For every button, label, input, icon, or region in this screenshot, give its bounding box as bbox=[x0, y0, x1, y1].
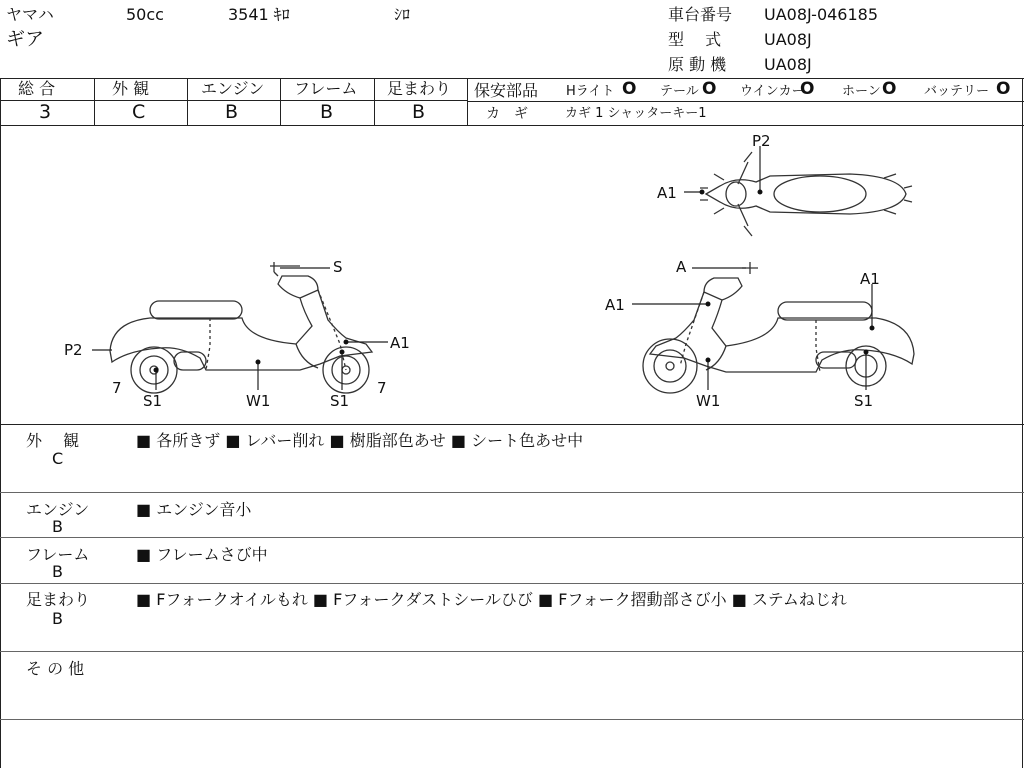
grade-frame: B bbox=[320, 101, 334, 123]
label-left-a1: A1 bbox=[390, 334, 410, 352]
grade-label-exterior: 外 観 bbox=[112, 79, 150, 98]
grade-label-engine: エンジン bbox=[201, 79, 265, 98]
safety-horn: ホーン bbox=[842, 84, 881, 99]
scooter-left-view bbox=[110, 262, 372, 393]
safety-headlight-mark: O bbox=[622, 79, 637, 99]
type-value: UA08J bbox=[764, 30, 812, 49]
section-engine-items: ■ エンジン音小 bbox=[136, 500, 252, 519]
section-frame-items: ■ フレームさび中 bbox=[136, 545, 268, 564]
label-left-s: S bbox=[333, 258, 343, 276]
grade-engine: B bbox=[225, 101, 239, 123]
grade-label-frame: フレーム bbox=[294, 79, 358, 98]
safety-taillight: テール bbox=[660, 84, 699, 99]
grade-suspension: B bbox=[412, 101, 426, 123]
section-exterior-grade: C bbox=[52, 449, 64, 468]
safety-battery: バッテリー bbox=[924, 84, 990, 99]
label-top-a1: A1 bbox=[657, 184, 677, 202]
safety-winker-mark: O bbox=[800, 79, 815, 99]
scooter-top-view bbox=[700, 152, 912, 236]
frame-no-value: UA08J-046185 bbox=[764, 5, 879, 24]
section-other-title: そ の 他 bbox=[26, 659, 85, 678]
safety-winker: ウインカー bbox=[740, 84, 805, 99]
label-left-7a: 7 bbox=[112, 379, 122, 397]
engine-model-label: 原 動 機 bbox=[668, 55, 727, 74]
label-left-w1: W1 bbox=[246, 392, 271, 410]
safety-taillight-mark: O bbox=[702, 79, 717, 99]
section-suspension-items: ■ Fフォークオイルもれ ■ Fフォークダストシールひび ■ Fフォーク摺動部さび小 ■ ステムねじれ bbox=[136, 590, 847, 609]
section-suspension-title: 足まわり bbox=[26, 590, 91, 609]
section-engine-grade: B bbox=[52, 517, 63, 536]
section-frame-title: フレーム bbox=[26, 545, 90, 564]
safety-headlight: Hライト bbox=[566, 84, 615, 99]
safety-parts-label: 保安部品 bbox=[474, 81, 539, 100]
grade-exterior: C bbox=[132, 101, 146, 123]
label-right-a1b: A1 bbox=[860, 270, 880, 288]
frame-no-label: 車台番号 bbox=[668, 5, 733, 24]
label-top-p2: P2 bbox=[752, 132, 771, 150]
section-suspension-grade: B bbox=[52, 609, 63, 628]
color: ｼﾛ bbox=[394, 5, 411, 24]
displacement: 50cc bbox=[126, 5, 164, 24]
section-exterior-title: 外 観 bbox=[26, 431, 80, 450]
grade-label-suspension: 足まわり bbox=[387, 79, 452, 98]
mileage: 3541 ｷﾛ bbox=[228, 5, 290, 24]
safety-horn-mark: O bbox=[882, 79, 897, 99]
label-left-7b: 7 bbox=[377, 379, 387, 397]
label-right-w1: W1 bbox=[696, 392, 721, 410]
type-label: 型 式 bbox=[668, 30, 722, 49]
damage-diagram bbox=[0, 126, 1024, 424]
engine-model-value: UA08J bbox=[764, 55, 812, 74]
model-name: ギア bbox=[6, 28, 45, 50]
grade-overall: 3 bbox=[39, 101, 52, 123]
section-frame-grade: B bbox=[52, 562, 63, 581]
maker: ヤマハ bbox=[6, 5, 54, 24]
label-right-s1: S1 bbox=[854, 392, 874, 410]
safety-battery-mark: O bbox=[996, 79, 1011, 99]
label-left-s1a: S1 bbox=[143, 392, 163, 410]
key-value: カギ 1 シャッターキー1 bbox=[565, 106, 707, 121]
section-exterior-items: ■ 各所きず ■ レバー削れ ■ 樹脂部色あせ ■ シート色あせ中 bbox=[136, 431, 584, 450]
label-right-a: A bbox=[676, 258, 687, 276]
key-label: カ ギ bbox=[486, 106, 528, 122]
label-left-p2: P2 bbox=[64, 341, 83, 359]
grade-label-overall: 総 合 bbox=[18, 79, 56, 98]
section-engine-title: エンジン bbox=[26, 500, 90, 519]
label-left-s1b: S1 bbox=[330, 392, 350, 410]
label-right-a1a: A1 bbox=[605, 296, 625, 314]
